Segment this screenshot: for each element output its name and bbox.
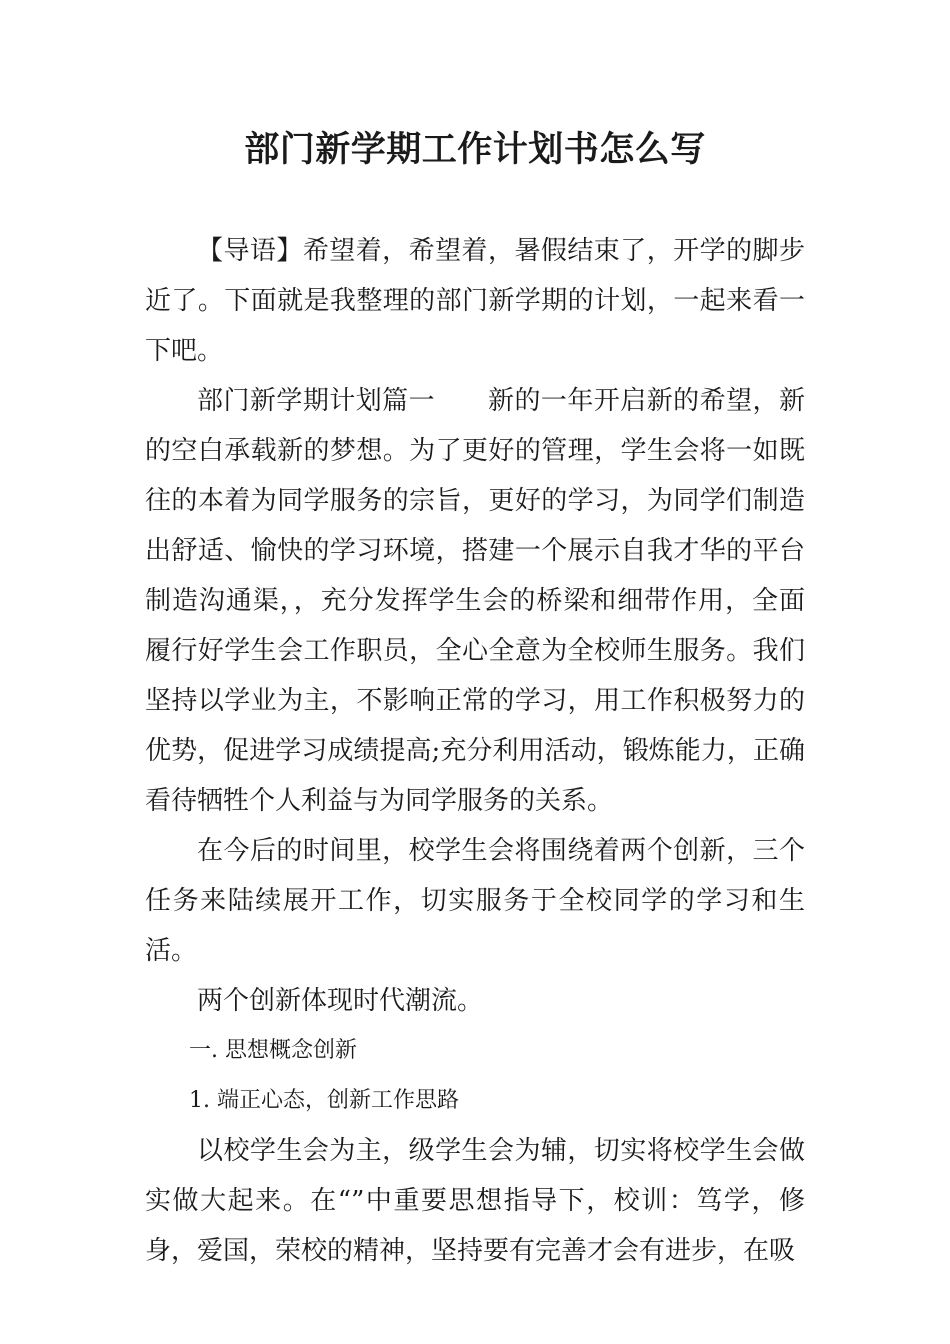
paragraph-two-innovations: 两个创新体现时代潮流。 <box>197 986 484 1016</box>
document-body <box>145 226 805 1276</box>
paragraph-intro: 【导语】希望着，希望着，暑假结束了，开学的脚步近了。下面就是我整理的部门新学期的计划，一起来看一下吧。 <box>145 236 805 366</box>
paragraph-plan-one: 部门新学期计划篇一 新的一年开启新的希望，新的空白承载新的梦想。为了更好的管理，学生会将一如既往的本着为同学服务的宗旨，更好的学习，为同学们制造出舒适、愉快的学习环境，搭建一个展示自我才华的平台制造沟通渠，，充分发挥学生会的桥梁和细带作用，全面履行好学生会工作职员，全心全意为全校师生服务。我们坚持以学业为主，不影响正常的学习，用工作积极努力的优势，促进学习成绩提高;充分利用活动，锻炼能力，正确看待牺牲个人利益与为同学服务的关系。 <box>145 386 805 816</box>
heading-attitude: 1. 端正心态，创新工作思路 <box>189 1088 459 1113</box>
paragraph-future: 在今后的时间里，校学生会将围绕着两个创新，三个任务来陆续展开工作，切实服务于全校同学的学习和生活。 <box>145 836 805 966</box>
heading-thought-innovation: 一. 思想概念创新 <box>189 1038 357 1063</box>
paragraph-student-union: 以校学生会为主，级学生会为辅，切实将校学生会做实做大起来。在“”中重要思想指导下，校训：笃学，修身，爱国，荣校的精神，坚持要有完善才会有进步，在吸 <box>145 1136 805 1266</box>
document-title: 部门新学期工作计划书怎么写 <box>244 130 706 170</box>
